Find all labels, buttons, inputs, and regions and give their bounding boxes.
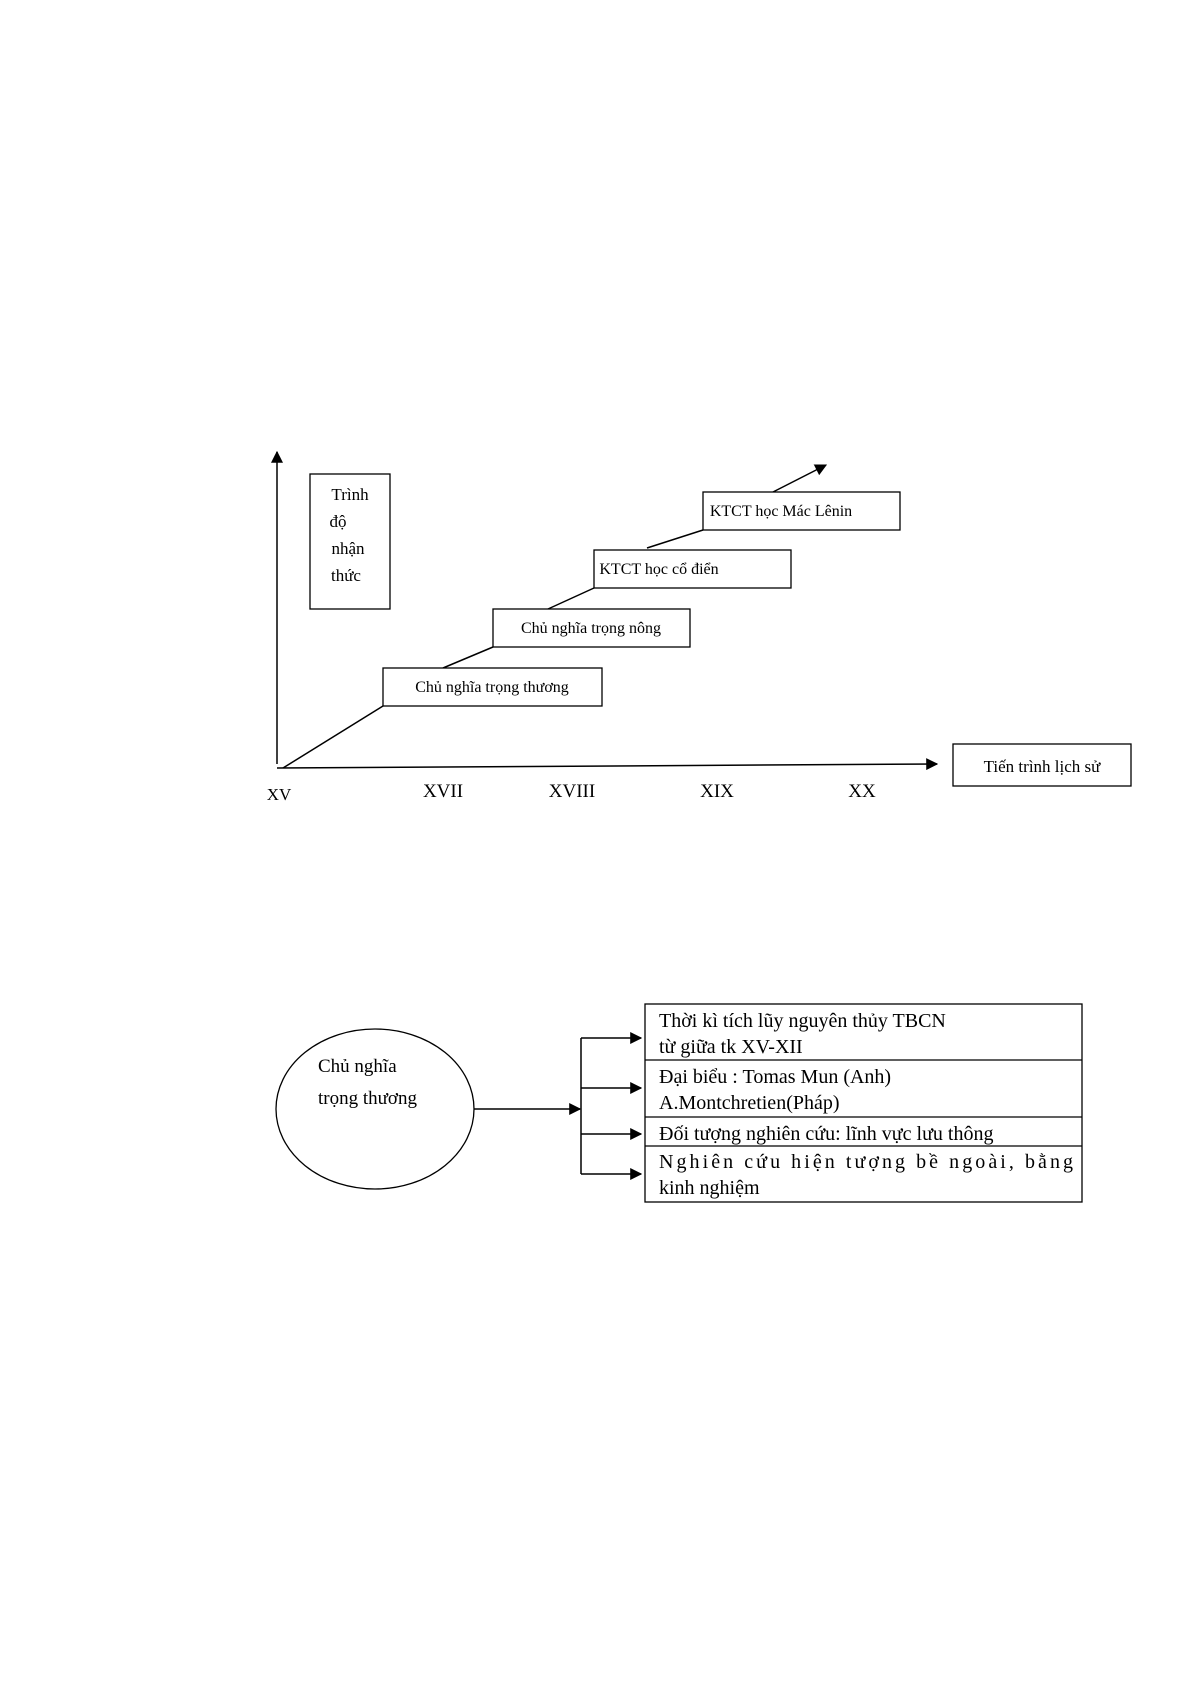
x-axis-arrow	[277, 764, 937, 768]
progress-arrow	[773, 465, 826, 492]
y-axis-label-line: nhận	[331, 539, 365, 558]
stage-label: Chủ nghĩa trọng nông	[521, 620, 661, 637]
century-label: XIX	[700, 781, 734, 802]
century-label: XVII	[422, 781, 464, 802]
stage-label: KTCT học cổ điển	[599, 561, 719, 578]
stair-line	[548, 588, 594, 609]
table-row-text: Đại biểu : Tomas Mun (Anh)	[659, 1066, 892, 1088]
table-row-text: A.Montchretien(Pháp)	[659, 1092, 840, 1114]
table-row-text: Thời kì tích lũy nguyên thủy TBCN	[659, 1010, 946, 1032]
x-axis-label: Tiến trình lịch sử	[983, 757, 1101, 776]
stage-label: Chủ nghĩa trọng thương	[415, 679, 569, 696]
stair-line	[443, 647, 493, 668]
y-axis-label-line: thức	[331, 566, 361, 585]
mercantilism-diagram	[276, 1004, 1082, 1202]
cognition-history-diagram	[267, 452, 1131, 804]
y-axis-label-line: độ	[329, 512, 347, 531]
ellipse-label-line: trọng thương	[318, 1088, 417, 1109]
table-row-text: từ giữa tk XV-XII	[659, 1036, 803, 1058]
stair-line	[647, 530, 703, 548]
century-label: XX	[848, 781, 876, 802]
stair-line	[283, 706, 383, 768]
stage-label: KTCT học Mác Lênin	[709, 503, 853, 520]
table-row-text: Nghiên cứu hiện tượng bề ngoài, bằng	[659, 1151, 1073, 1173]
y-axis-label-line: Trình	[331, 485, 369, 504]
table-row-text: kinh nghiệm	[659, 1177, 760, 1199]
mercantilism-ellipse	[276, 1029, 474, 1189]
century-label: XV	[266, 785, 292, 804]
ellipse-label-line: Chủ nghĩa	[318, 1056, 397, 1077]
table-row-text: Đối tượng nghiên cứu: lĩnh vực lưu thông	[659, 1123, 994, 1145]
century-label: XVIII	[548, 781, 596, 802]
